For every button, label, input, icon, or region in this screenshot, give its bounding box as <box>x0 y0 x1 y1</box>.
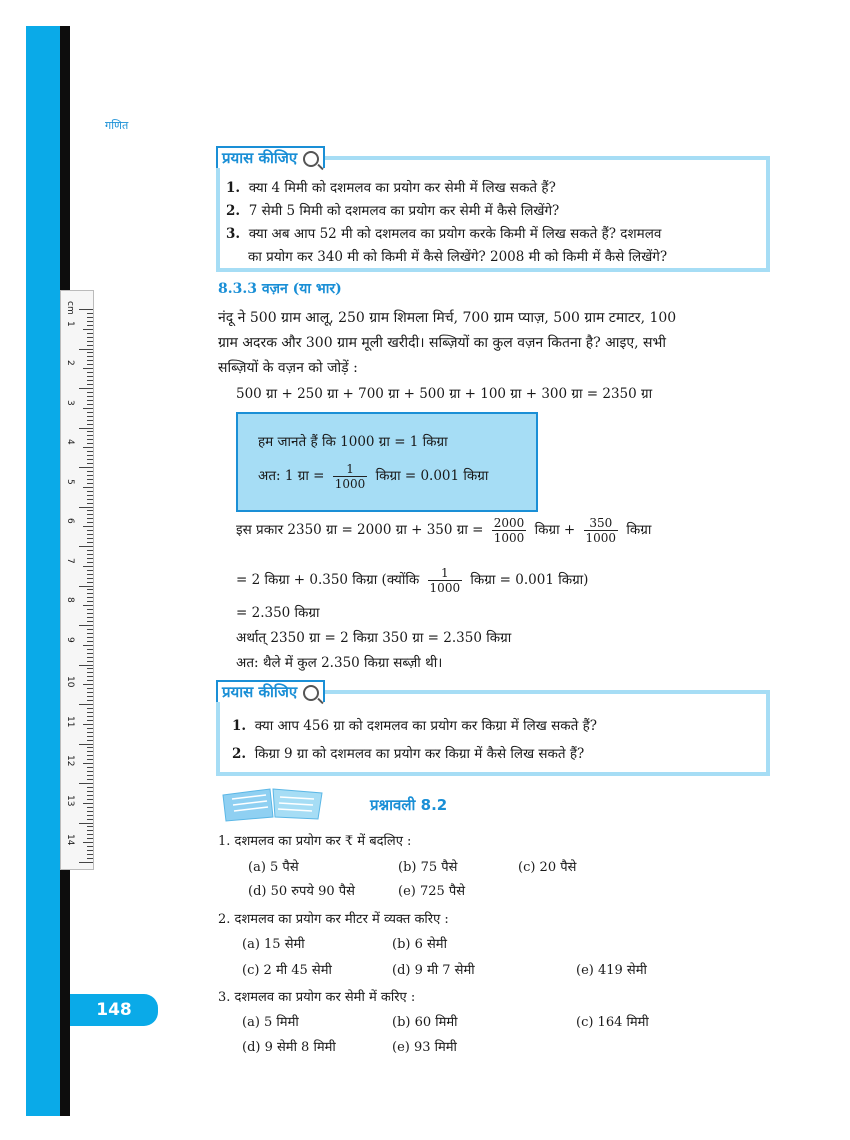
ruler-tick <box>87 795 93 796</box>
working-line-2: = 2 किग्रा + 0.350 किग्रा (क्योंकि $\frac{1}{1000}$ किग्रा = 0.001 किग्रा) <box>236 566 589 595</box>
ruler-tick <box>79 507 93 508</box>
q1-option-b: (b) 75 पैसे <box>398 860 458 875</box>
ruler-tick <box>87 680 93 681</box>
ruler-tick <box>87 510 93 511</box>
ruler-tick <box>87 558 93 559</box>
working-line-4: अर्थात् 2350 ग्रा = 2 किग्रा 350 ग्रा = 2.350 किग्रा <box>236 630 512 646</box>
box1-item-2: 2. 7 सेमी 5 मिमी को दशमलव का प्रयोग कर सेमी में कैसे लिखेंगे? <box>226 203 560 219</box>
ruler-tick <box>87 759 93 760</box>
q3-option-c: (c) 164 मिमी <box>576 1015 649 1030</box>
ruler-tick <box>83 329 93 330</box>
ruler-tick <box>87 819 93 820</box>
ruler-tick <box>87 574 93 575</box>
ruler-tick <box>83 645 93 646</box>
ruler-tick <box>83 487 93 488</box>
section-heading: 8.3.3 वज़न (या भार) <box>218 281 342 297</box>
ruler-tick <box>87 736 93 737</box>
question-3: 3. दशमलव का प्रयोग कर सेमी में करिए : <box>218 990 416 1005</box>
subject-header: गणित <box>105 119 129 132</box>
ruler-tick <box>87 609 93 610</box>
conversion-line-1: हम जानते हैं कि 1000 ग्रा = 1 किग्रा <box>258 434 448 450</box>
ruler-tick <box>83 684 93 685</box>
ruler-tick <box>87 850 93 851</box>
ruler-tick <box>79 625 93 626</box>
ruler-tick <box>79 586 93 587</box>
ruler-tick <box>79 349 93 350</box>
ruler-tick <box>79 783 93 784</box>
ruler-tick <box>87 412 93 413</box>
paragraph-line-3: सब्ज़ियों के वज़न को जोड़ें : <box>218 360 358 376</box>
ruler-tick <box>83 724 93 725</box>
ruler-tick <box>87 542 93 543</box>
ruler-tick <box>87 424 93 425</box>
ruler-tick <box>79 744 93 745</box>
ruler-tick <box>87 826 93 827</box>
ruler-tick <box>87 435 93 436</box>
ruler-tick <box>87 384 93 385</box>
ruler-tick <box>87 554 93 555</box>
ruler-tick <box>87 700 93 701</box>
ruler-tick <box>87 483 93 484</box>
ruler-tick <box>87 668 93 669</box>
ruler-tick <box>87 522 93 523</box>
ruler-tick <box>83 605 93 606</box>
ruler-number: 13 <box>65 794 75 806</box>
q1-option-c: (c) 20 पैसे <box>518 860 577 875</box>
ruler-tick <box>79 546 93 547</box>
ruler-tick <box>83 447 93 448</box>
ruler-tick <box>87 443 93 444</box>
ruler-tick <box>87 337 93 338</box>
ruler-tick <box>87 657 93 658</box>
ruler-tick <box>83 566 93 567</box>
ruler-tick <box>87 360 93 361</box>
box2-item-2: 2. किग्रा 9 ग्रा को दशमलव का प्रयोग कर किग्रा में कैसे लिख सकते हैं? <box>232 746 585 762</box>
ruler-tick <box>87 676 93 677</box>
ruler-tick <box>87 550 93 551</box>
ruler-tick <box>87 499 93 500</box>
magnifier-icon <box>303 151 319 167</box>
ruler-tick <box>87 503 93 504</box>
ruler-tick <box>87 463 93 464</box>
ruler-number: 5 <box>65 478 75 485</box>
ruler-tick <box>87 637 93 638</box>
left-blue-band <box>26 26 60 1116</box>
ruler-tick <box>87 372 93 373</box>
ruler-tick <box>87 530 93 531</box>
ruler-tick <box>87 325 93 326</box>
try-it-title-text: प्रयास कीजिए <box>222 149 298 167</box>
open-book-icon <box>218 785 328 823</box>
ruler-tick <box>87 376 93 377</box>
ruler-tick <box>83 803 93 804</box>
ruler-tick <box>87 562 93 563</box>
ruler-tick <box>87 708 93 709</box>
ruler-tick <box>87 838 93 839</box>
conversion-box <box>236 412 538 512</box>
q3-option-b: (b) 60 मिमी <box>392 1015 458 1030</box>
ruler-tick <box>87 475 93 476</box>
fraction: $\frac{1}{1000}$ <box>334 462 366 491</box>
ruler-tick <box>87 854 93 855</box>
ruler-tick <box>87 716 93 717</box>
question-2: 2. दशमलव का प्रयोग कर मीटर में व्यक्त करिए : <box>218 912 449 927</box>
ruler-tick <box>87 771 93 772</box>
ruler-tick <box>87 396 93 397</box>
ruler-tick <box>87 672 93 673</box>
ruler-tick <box>87 570 93 571</box>
ruler-tick <box>87 779 93 780</box>
try-it-title-1 <box>216 146 325 168</box>
ruler-tick <box>87 688 93 689</box>
q2-option-b: (b) 6 सेमी <box>392 937 447 952</box>
ruler-tick <box>79 823 93 824</box>
q2-option-c: (c) 2 मी 45 सेमी <box>242 963 332 978</box>
working-line-5: अत: थैले में कुल 2.350 किग्रा सब्ज़ी थी। <box>236 655 443 671</box>
ruler-tick <box>87 431 93 432</box>
q2-option-e: (e) 419 सेमी <box>576 963 647 978</box>
ruler-tick <box>87 712 93 713</box>
ruler-tick <box>79 388 93 389</box>
ruler-tick <box>87 641 93 642</box>
ruler-tick <box>87 811 93 812</box>
ruler-tick <box>87 471 93 472</box>
ruler-tick <box>87 696 93 697</box>
ruler-tick <box>87 451 93 452</box>
q1-option-d: (d) 50 रुपये 90 पैसे <box>248 884 355 899</box>
ruler-number: 14 <box>65 834 75 846</box>
q3-option-e: (e) 93 मिमी <box>392 1040 457 1055</box>
paragraph-line-2: ग्राम अदरक और 300 ग्राम मूली खरीदी। सब्ज़ियों का कुल वज़न कितना है? आइए, सभी <box>218 335 666 351</box>
ruler-tick <box>87 380 93 381</box>
working-line-1: इस प्रकार 2350 ग्रा = 2000 ग्रा + 350 ग्रा = $\frac{2000}{1000}$ किग्रा + $\frac{350}{1000}$ किग्रा <box>236 516 652 545</box>
ruler-tick <box>87 439 93 440</box>
ruler-tick <box>87 313 93 314</box>
ruler-tick <box>87 815 93 816</box>
ruler-tick <box>87 593 93 594</box>
exercise-title: प्रश्नावली 8.2 <box>370 796 448 814</box>
ruler-tick <box>87 341 93 342</box>
ruler-tick <box>87 767 93 768</box>
ruler-tick <box>87 601 93 602</box>
q2-option-d: (d) 9 मी 7 सेमी <box>392 963 475 978</box>
ruler-tick <box>79 704 93 705</box>
ruler-tick <box>87 846 93 847</box>
ruler-tick <box>83 842 93 843</box>
ruler-tick <box>79 862 93 863</box>
ruler-tick <box>87 649 93 650</box>
ruler-tick <box>79 428 93 429</box>
ruler-tick <box>83 526 93 527</box>
ruler-tick <box>87 858 93 859</box>
ruler-tick <box>87 720 93 721</box>
ruler-tick <box>87 613 93 614</box>
magnifier-icon <box>303 685 319 701</box>
try-it-title-2: प्रयास कीजिए <box>216 680 325 702</box>
ruler-tick <box>87 787 93 788</box>
working-line-3: = 2.350 किग्रा <box>236 605 320 621</box>
ruler-tick <box>87 621 93 622</box>
ruler-tick <box>87 534 93 535</box>
ruler-tick <box>87 747 93 748</box>
box1-item-1: 1. क्या 4 मिमी को दशमलव का प्रयोग कर सेमी में लिख सकते हैं? <box>226 180 556 196</box>
ruler-number: 4 <box>65 439 75 445</box>
ruler-number: 6 <box>65 518 75 524</box>
ruler-tick <box>87 356 93 357</box>
ruler-tick <box>83 408 93 409</box>
ruler-number: 2 <box>65 360 75 366</box>
ruler-tick <box>87 775 93 776</box>
page-number: 148 <box>70 994 158 1026</box>
ruler-tick <box>87 830 93 831</box>
ruler-tick <box>87 834 93 835</box>
ruler-tick <box>87 791 93 792</box>
ruler-image <box>60 290 94 870</box>
ruler-tick <box>87 597 93 598</box>
ruler-tick <box>83 368 93 369</box>
ruler-tick <box>87 732 93 733</box>
ruler-tick <box>87 653 93 654</box>
ruler-number: 8 <box>65 597 75 603</box>
ruler-tick <box>87 479 93 480</box>
ruler-tick <box>87 692 93 693</box>
ruler-tick <box>87 495 93 496</box>
ruler-number: 9 <box>65 636 75 643</box>
ruler-tick <box>87 321 93 322</box>
q1-option-e: (e) 725 पैसे <box>398 884 466 899</box>
ruler-tick <box>87 420 93 421</box>
box1-item-3: 3. क्या अब आप 52 मी को दशमलव का प्रयोग करके किमी में लिख सकते हैं? दशमलव <box>226 226 662 242</box>
ruler-tick <box>87 491 93 492</box>
q1-option-a: (a) 5 पैसे <box>248 860 299 875</box>
ruler-tick <box>87 807 93 808</box>
ruler-number: 3 <box>65 399 75 406</box>
q3-option-a: (a) 5 मिमी <box>242 1015 299 1030</box>
ruler-tick <box>87 352 93 353</box>
ruler-tick <box>87 589 93 590</box>
ruler-tick <box>87 728 93 729</box>
ruler-tick <box>87 740 93 741</box>
q3-option-d: (d) 9 सेमी 8 मिमी <box>242 1040 336 1055</box>
ruler-tick <box>87 459 93 460</box>
ruler-tick <box>87 538 93 539</box>
ruler-number: 1 <box>65 320 75 327</box>
ruler-tick <box>87 364 93 365</box>
ruler-tick <box>87 755 93 756</box>
ruler-tick <box>87 455 93 456</box>
sum-equation: 500 ग्रा + 250 ग्रा + 700 ग्रा + 500 ग्रा + 100 ग्रा + 300 ग्रा = 2350 ग्रा <box>236 386 653 402</box>
ruler-tick <box>87 518 93 519</box>
ruler-tick <box>87 799 93 800</box>
ruler-tick <box>79 665 93 666</box>
ruler-tick <box>87 582 93 583</box>
ruler-tick <box>87 629 93 630</box>
ruler-tick <box>79 467 93 468</box>
ruler-tick <box>87 633 93 634</box>
ruler-tick <box>87 345 93 346</box>
ruler-tick <box>87 617 93 618</box>
question-1: 1. दशमलव का प्रयोग कर ₹ में बदलिए : <box>218 834 412 849</box>
ruler-tick <box>87 333 93 334</box>
ruler-tick <box>87 578 93 579</box>
box2-item-1: 1. क्या आप 456 ग्रा को दशमलव का प्रयोग कर किग्रा में लिख सकते हैं? <box>232 718 598 734</box>
ruler-number: 12 <box>65 755 75 767</box>
ruler-tick <box>83 763 93 764</box>
conversion-line-2: अत: 1 ग्रा = $\frac{1}{1000}$ किग्रा = 0.001 किग्रा <box>258 462 489 491</box>
ruler-tick <box>87 661 93 662</box>
ruler-tick <box>87 751 93 752</box>
ruler-number: 10 <box>65 676 75 688</box>
ruler-tick <box>87 317 93 318</box>
ruler-tick <box>79 309 93 310</box>
ruler-tick <box>87 392 93 393</box>
box1-item-3-cont: का प्रयोग कर 340 मी को किमी में कैसे लिखेंगे? 2008 मी को किमी में कैसे लिखेंगे? <box>248 249 668 265</box>
ruler-tick <box>87 416 93 417</box>
ruler-tick <box>87 400 93 401</box>
q2-option-a: (a) 15 सेमी <box>242 937 305 952</box>
ruler-number: 11 <box>65 715 75 727</box>
ruler-tick <box>87 514 93 515</box>
paragraph-line-1: नंदू ने 500 ग्राम आलू, 250 ग्राम शिमला मिर्च, 700 ग्राम प्याज़, 500 ग्राम टमाटर, 100 <box>218 310 677 326</box>
ruler-tick <box>87 404 93 405</box>
ruler-number: 7 <box>65 557 75 564</box>
ruler-unit: cm <box>65 301 75 315</box>
